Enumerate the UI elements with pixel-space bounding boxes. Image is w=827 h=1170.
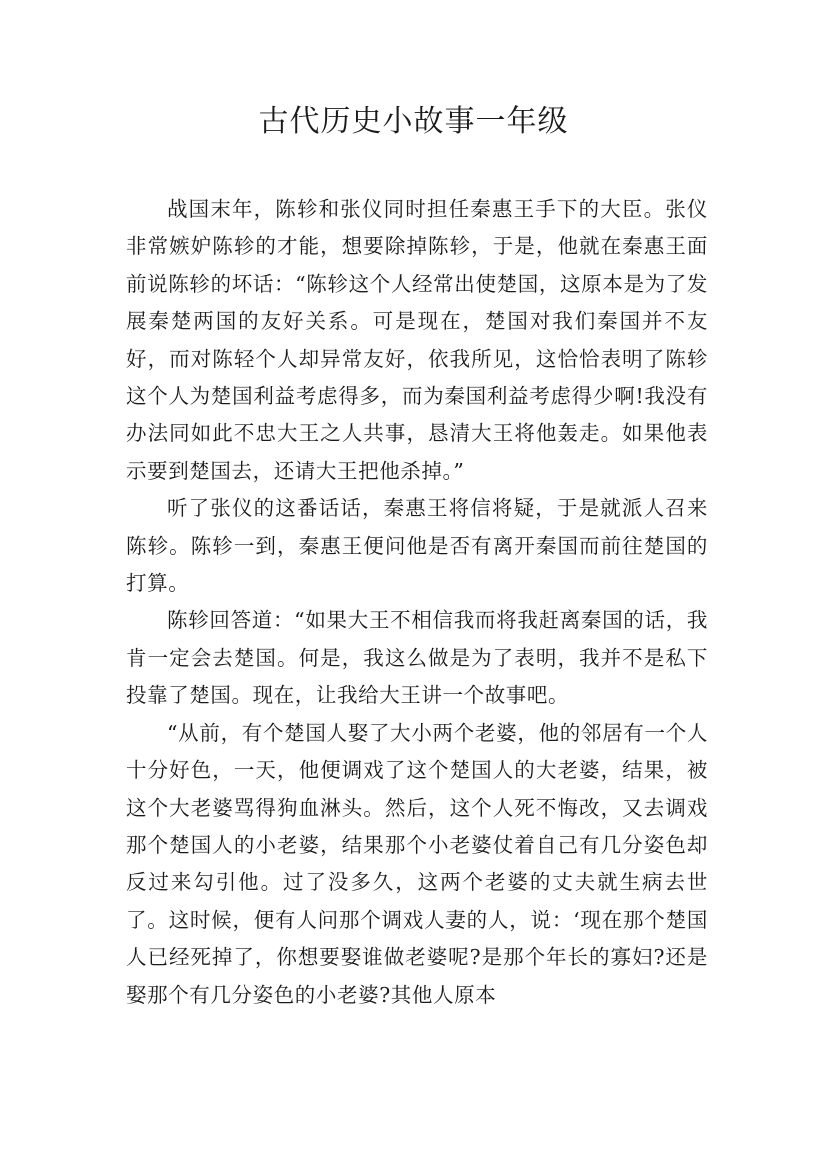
document-body <box>126 191 708 1014</box>
paragraph-1: 战国末年，陈轸和张仪同时担任秦惠王手下的大臣。张仪非常嫉妒陈轸的才能，想要除掉陈轸，于是，他就在秦惠王面前说陈轸的坏话：“陈轸这个人经常出使楚国，这原本是为了发展秦楚两国的友好关系。可是现在，楚国对我们秦国并不友好，而对陈轻个人却异常友好，依我所见，这恰恰表明了陈轸这个人为楚国利益考虑得多，而为秦国利益考虑得少啊!我没有办法同如此不忠大王之人共事，恳清大王将他轰走。如果他表示要到楚国去，还请大王把他杀掉。” <box>126 197 708 483</box>
paragraph-4: “从前，有个楚国人娶了大小两个老婆，他的邻居有一个人十分好色，一天，他便调戏了这个楚国人的大老婆，结果，被这个大老婆骂得狗血淋头。然后，这个人死不悔改，又去调戏那个楚国人的小老婆，结果那个小老婆仗着自己有几分姿色却反过来勾引他。过了没多久，这两个老婆的丈夫就生病去世了。这时候，便有人问那个调戏人妻的人，说：‘现在那个楚国人已经死掉了，你想要娶谁做老婆呢?是那个年长的寡妇?还是娶那个有几分姿色的小老婆?其他人原本 <box>126 720 708 1007</box>
paragraph-3: 陈轸回答道：“如果大王不相信我而将我赶离秦国的话，我肯一定会去楚国。何是，我这么做是为了表明，我并不是私下投靠了楚国。现在，让我给大王讲一个故事吧。 <box>126 608 708 708</box>
document-title: 古代历史小故事一年级 <box>258 104 569 139</box>
paragraph-2: 听了张仪的这番话话，秦惠王将信将疑，于是就派人召来陈轸。陈轸一到，秦惠王便问他是否有离开秦国而前往楚国的打算。 <box>126 496 708 596</box>
